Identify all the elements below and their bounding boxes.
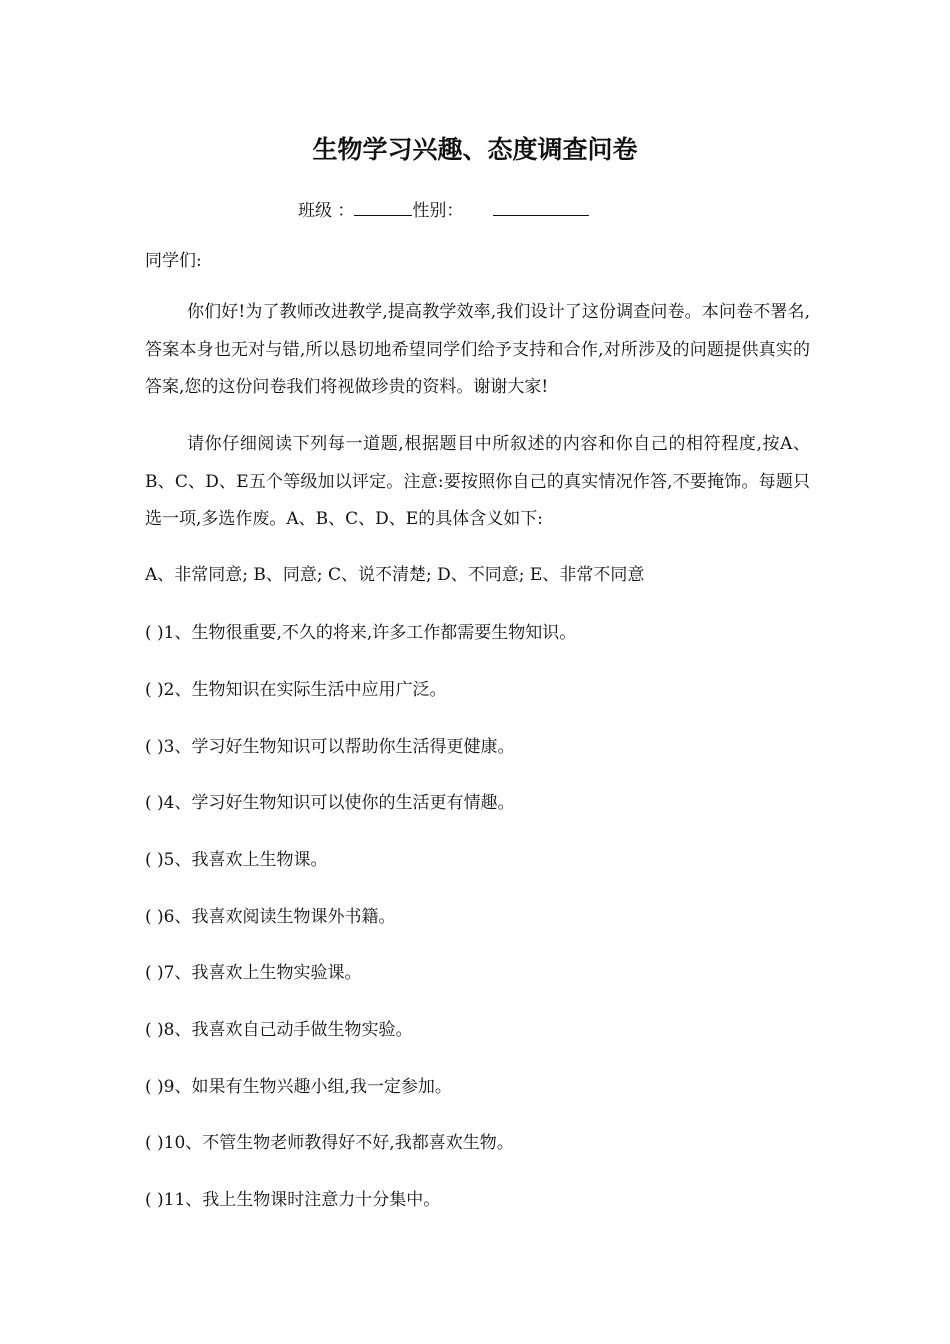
gender-label: 性别：: [412, 201, 464, 221]
question-item: ( )6、我喜欢阅读生物课外书籍。: [145, 907, 396, 927]
rating-scale: A、非常同意; B、同意; C、说不清楚; D、不同意; E、非常不同意: [145, 565, 645, 585]
class-blank-field[interactable]: [354, 197, 412, 216]
question-item: ( )2、生物知识在实际生活中应用广泛。: [145, 680, 447, 700]
question-item: ( )1、生物很重要,不久的将来,许多工作都需要生物知识。: [145, 623, 577, 643]
greeting: 同学们:: [145, 251, 202, 271]
gender-blank-field[interactable]: [493, 197, 589, 216]
question-item: ( )11、我上生物课时注意力十分集中。: [145, 1190, 441, 1210]
instructions-paragraph: 请你仔细阅读下列每一道题,根据题目中所叙述的内容和你自己的相符程度,按A、B、C、D、E五个等级加以评定。注意:要按照你自己的真实情况作答,不要掩饰。每题只选一项,多选作废。A、B、C、D、E的具体含义如下:: [145, 434, 810, 529]
question-item: ( )7、我喜欢上生物实验课。: [145, 963, 362, 983]
student-info-line: [298, 197, 589, 224]
document-title: 生物学习兴趣、态度调查问卷: [312, 135, 638, 164]
question-item: ( )8、我喜欢自己动手做生物实验。: [145, 1020, 413, 1040]
question-item: ( )5、我喜欢上生物课。: [145, 850, 328, 870]
question-item: ( )9、如果有生物兴趣小组,我一定参加。: [145, 1077, 452, 1097]
class-label: 班级 ：: [298, 201, 355, 221]
question-item: ( )3、学习好生物知识可以帮助你生活得更健康。: [145, 737, 515, 757]
question-item: ( )4、学习好生物知识可以使你的生活更有情趣。: [145, 793, 515, 813]
intro-paragraph: 你们好!为了教师改进教学,提高教学效率,我们设计了这份调查问卷。本问卷不署名,答案本身也无对与错,所以恳切地希望同学们给予支持和合作,对所涉及的问题提供真实的答案,您的这份问卷我们将视做珍贵的资料。谢谢大家!: [145, 302, 810, 397]
question-item: ( )10、不管生物老师教得好不好,我都喜欢生物。: [145, 1133, 514, 1153]
